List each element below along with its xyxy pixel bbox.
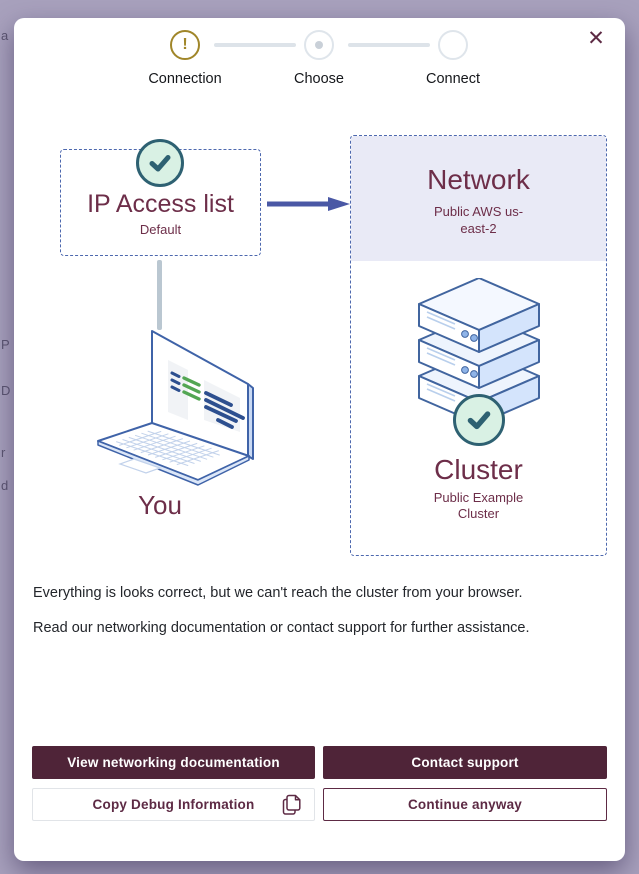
background-fragment: d: [1, 478, 9, 493]
network-subtitle: Public AWS us-east-2: [433, 204, 524, 236]
message-line-2: Read our networking documentation or contact support for further assistance.: [33, 620, 530, 636]
contact-support-button[interactable]: Contact support: [323, 746, 607, 779]
network-title: Network: [427, 164, 530, 195]
cluster-title: Cluster: [434, 454, 523, 485]
warning-exclamation-icon: !: [182, 36, 188, 53]
stepper-label-choose: Choose: [294, 71, 344, 87]
stepper-connector: [214, 43, 296, 47]
network-header: [351, 136, 606, 261]
stepper-label-connection: Connection: [148, 71, 222, 87]
you-label: You: [138, 490, 182, 520]
laptop-illustration: [88, 328, 258, 490]
stepper-step-choose[interactable]: [304, 30, 334, 60]
arrow-right-icon: [266, 197, 350, 211]
background-fragment: a: [1, 28, 9, 43]
background-fragment: D: [1, 383, 11, 398]
stepper-label-connect: Connect: [425, 71, 480, 87]
continue-anyway-button[interactable]: Continue anyway: [323, 788, 607, 821]
copy-debug-label: Copy Debug Information: [92, 797, 255, 812]
copy-debug-information-button[interactable]: [32, 788, 315, 821]
background-fragment: P: [1, 337, 10, 352]
ip-access-list-subtitle: Default: [139, 222, 182, 237]
stepper-step-connection[interactable]: [170, 30, 200, 60]
cluster-subtitle: Public Example Cluster: [433, 490, 524, 521]
message-line-1: Everything is looks correct, but we can't reach the cluster from your browser.: [33, 585, 523, 601]
view-networking-documentation-button[interactable]: View networking documentation: [32, 746, 315, 779]
checkmark-icon: [136, 139, 184, 187]
vertical-connector-line: [157, 260, 162, 330]
copy-icon: [282, 794, 302, 816]
network-box: [350, 135, 607, 556]
stepper-step-connect[interactable]: [438, 30, 468, 60]
checkmark-icon: [453, 394, 505, 446]
ip-access-list-title: IP Access list: [87, 190, 234, 218]
connection-troubleshoot-modal: [14, 18, 625, 861]
stepper-connector: [348, 43, 430, 47]
current-step-dot-icon: [315, 41, 323, 49]
background-fragment: r: [1, 445, 6, 460]
close-icon[interactable]: ✕: [587, 27, 605, 50]
